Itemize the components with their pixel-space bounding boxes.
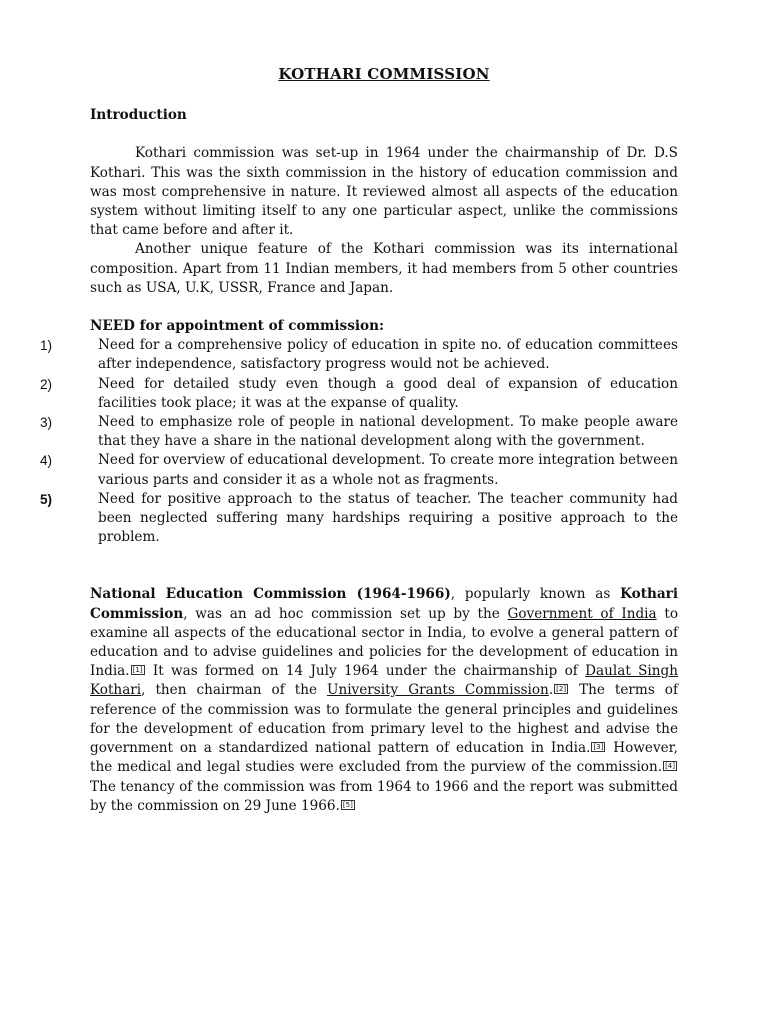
citation-ref-3[interactable]: [3]: [593, 743, 604, 752]
need-item-number: 1): [40, 338, 53, 354]
citation-ref-5[interactable]: [5]: [342, 800, 353, 809]
need-item-2: [40, 375, 678, 413]
need-list: [40, 336, 678, 547]
need-item-number: 4): [40, 453, 53, 469]
need-item-text: Need for detailed study even though a good deal of expansion of education facilities took place; it was at the expanse of quality.: [98, 375, 678, 411]
need-item-1: [40, 336, 678, 374]
link-university-grants-commission[interactable]: University Grants Commission: [326, 682, 549, 699]
spacer: [90, 547, 678, 585]
need-item-text: Need for overview of educational development. To create more integration between various parts and consider it as a whole not as fragments.: [98, 452, 678, 488]
text-run: .: [548, 682, 554, 699]
spacer: [90, 298, 678, 317]
need-item-number: 3): [40, 415, 53, 431]
citation-ref-4[interactable]: [4]: [665, 762, 675, 771]
intro-paragraph-1: Kothari commission was set-up in 1964 under the chairmanship of Dr. D.S Kothari. This was the sixth commission in the history of education commission and was most comprehensive in nature. It reviewed almost all aspects of the education system without limiting itself to any one particular aspect, unlike the commissions that came before and after it.: [90, 145, 678, 239]
link-government-of-india[interactable]: Government of India: [507, 605, 657, 622]
need-item-5: [40, 490, 678, 548]
need-item-text: Need to emphasize role of people in national development. To make people aware that they have a share in the national development along with the government.: [98, 414, 678, 450]
need-item-number: 2): [40, 376, 53, 392]
need-item-4: [40, 451, 678, 489]
text-run: However, the medical and legal studies were excluded from the purview of the commission.: [90, 740, 678, 776]
text-run: The terms of reference of the commission was to formulate the general principles and guidelines for the development of education from primary level to the highest and advise the government on a standardized national pattern of education in India.: [90, 682, 678, 757]
text-run: , popularly known as: [450, 586, 621, 603]
citation-ref-2[interactable]: [2]: [556, 685, 567, 694]
text-run: , was an ad hoc commission set up by the: [183, 605, 508, 622]
intro-paragraph-2: Another unique feature of the Kothari commission was its international composition. Apart from 11 Indian members, it had members from 5 other countries such as USA, U.K, USSR, France and Japan.: [90, 241, 678, 296]
text-run: It was formed on 14 July 1964 under the chairmanship of: [145, 663, 586, 680]
need-item-text: Need for a comprehensive policy of education in spite no. of education committees after independence, satisfactory progress would not be achieved.: [98, 337, 678, 373]
need-item-text: Need for positive approach to the status of teacher. The teacher community had been neglected suffering many hardships requiring a positive approach to the problem.: [98, 490, 678, 546]
nec-title: National Education Commission (1964-1966): [90, 586, 451, 603]
intro-heading: Introduction: [90, 107, 187, 124]
nec-alias: Kothari Commission: [90, 586, 678, 622]
page-title: KOTHARI COMMISSION: [278, 65, 490, 83]
text-run: , then chairman of the: [141, 682, 327, 699]
text-run: The tenancy of the commission was from 1964 to 1966 and the report was submitted by the commission on 29 June 1966.: [90, 778, 678, 814]
link-daulat-singh-kothari[interactable]: Daulat Singh Kothari: [90, 663, 678, 699]
need-item-3: [40, 413, 678, 451]
nec-paragraph: [90, 585, 678, 815]
need-item-number: 5): [40, 491, 53, 507]
need-heading: NEED for appointment of commission:: [90, 318, 384, 335]
citation-ref-1[interactable]: [1]: [132, 666, 143, 675]
text-run: to examine all aspects of the educational sector in India, to evolve a general pattern of education and to advise guidelines and policies for the development of education in India.: [90, 605, 679, 680]
